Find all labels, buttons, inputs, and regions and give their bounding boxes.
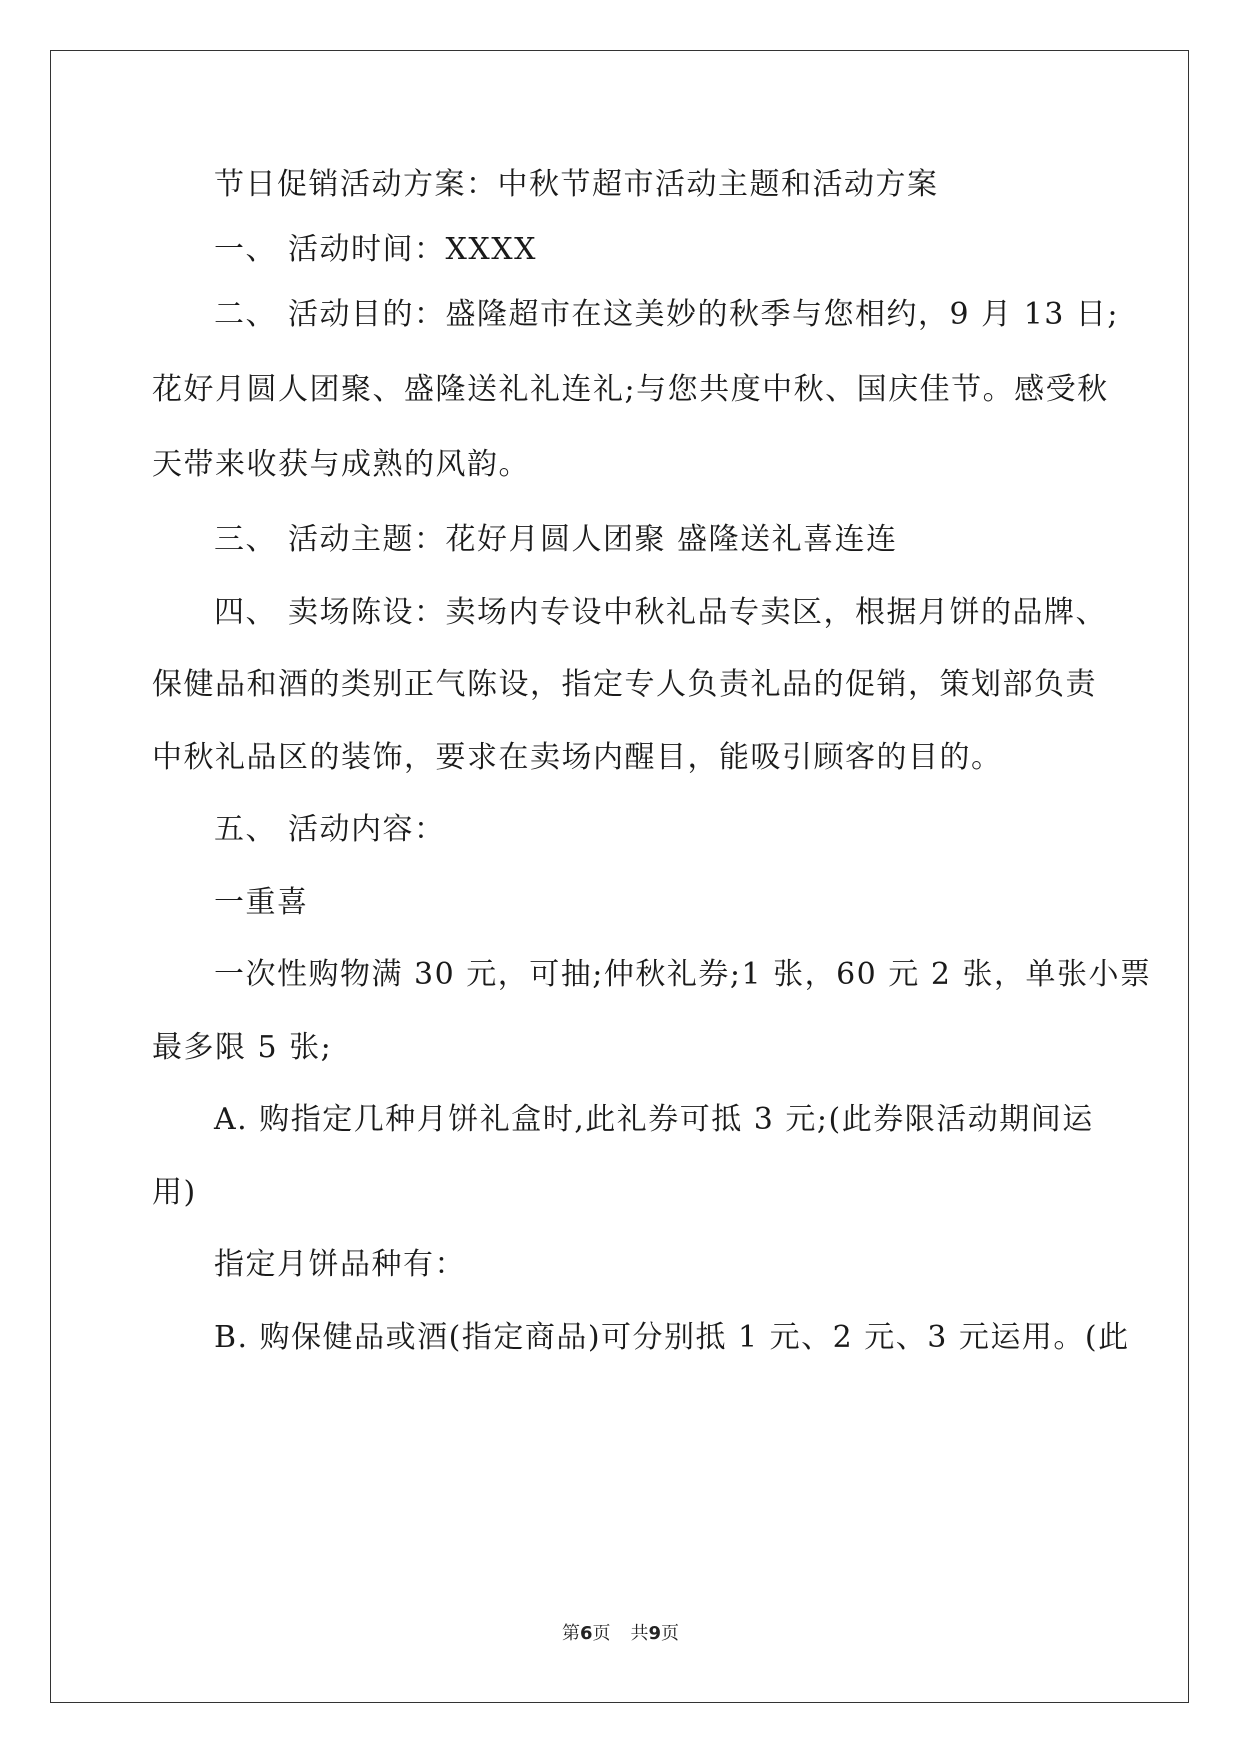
paragraph-first-offer: 一重喜 (214, 885, 309, 920)
footer-page-suffix: 页 (592, 1623, 611, 1644)
paragraph-purchase-rule: 一次性购物满 30 元，可抽;仲秋礼券;1 张，60 元 2 张，单张小票 (214, 957, 1152, 992)
paragraph-store-display: 四、 卖场陈设：卖场内专设中秋礼品专卖区，根据月饼的品牌、 (214, 595, 1108, 630)
paragraph-activity-purpose: 二、 活动目的：盛隆超市在这美妙的秋季与您相约，9 月 13 日; (214, 297, 1120, 332)
paragraph-activity-theme: 三、 活动主题：花好月圆人团聚 盛隆送礼喜连连 (214, 522, 898, 557)
footer-total-pages: 9 (648, 1623, 662, 1644)
paragraph-line: 花好月圆人团聚、盛隆送礼礼连礼;与您共度中秋、国庆佳节。感受秋 (152, 372, 1109, 407)
footer-page-prefix: 第 (561, 1623, 580, 1644)
paragraph-line: 中秋礼品区的装饰，要求在卖场内醒目，能吸引顾客的目的。 (152, 740, 1003, 775)
footer-page-number: 6 (579, 1623, 593, 1644)
paragraph-line: 保健品和酒的类别正气陈设，指定专人负责礼品的促销，策划部负责 (152, 667, 1097, 702)
document-title: 节日促销活动方案：中秋节超市活动主题和活动方案 (214, 167, 939, 202)
paragraph-line: 天带来收获与成熟的风韵。 (152, 447, 530, 482)
paragraph-item-a: A. 购指定几种月饼礼盒时,此礼券可抵 3 元;(此券限活动期间运 (214, 1102, 1094, 1137)
paragraph-item-b: B. 购保健品或酒(指定商品)可分别抵 1 元、2 元、3 元运用。(此 (214, 1320, 1130, 1355)
paragraph-mooncake-list: 指定月饼品种有： (214, 1247, 466, 1282)
page-footer (0, 1622, 1241, 1646)
paragraph-activity-content: 五、 活动内容： (214, 812, 446, 847)
paragraph-line: 最多限 5 张; (152, 1030, 333, 1065)
footer-total-suffix: 页 (661, 1623, 680, 1644)
paragraph-line: 用) (152, 1175, 197, 1210)
paragraph-activity-time: 一、 活动时间：XXXX (214, 232, 537, 267)
footer-total-prefix: 共 (630, 1623, 649, 1644)
